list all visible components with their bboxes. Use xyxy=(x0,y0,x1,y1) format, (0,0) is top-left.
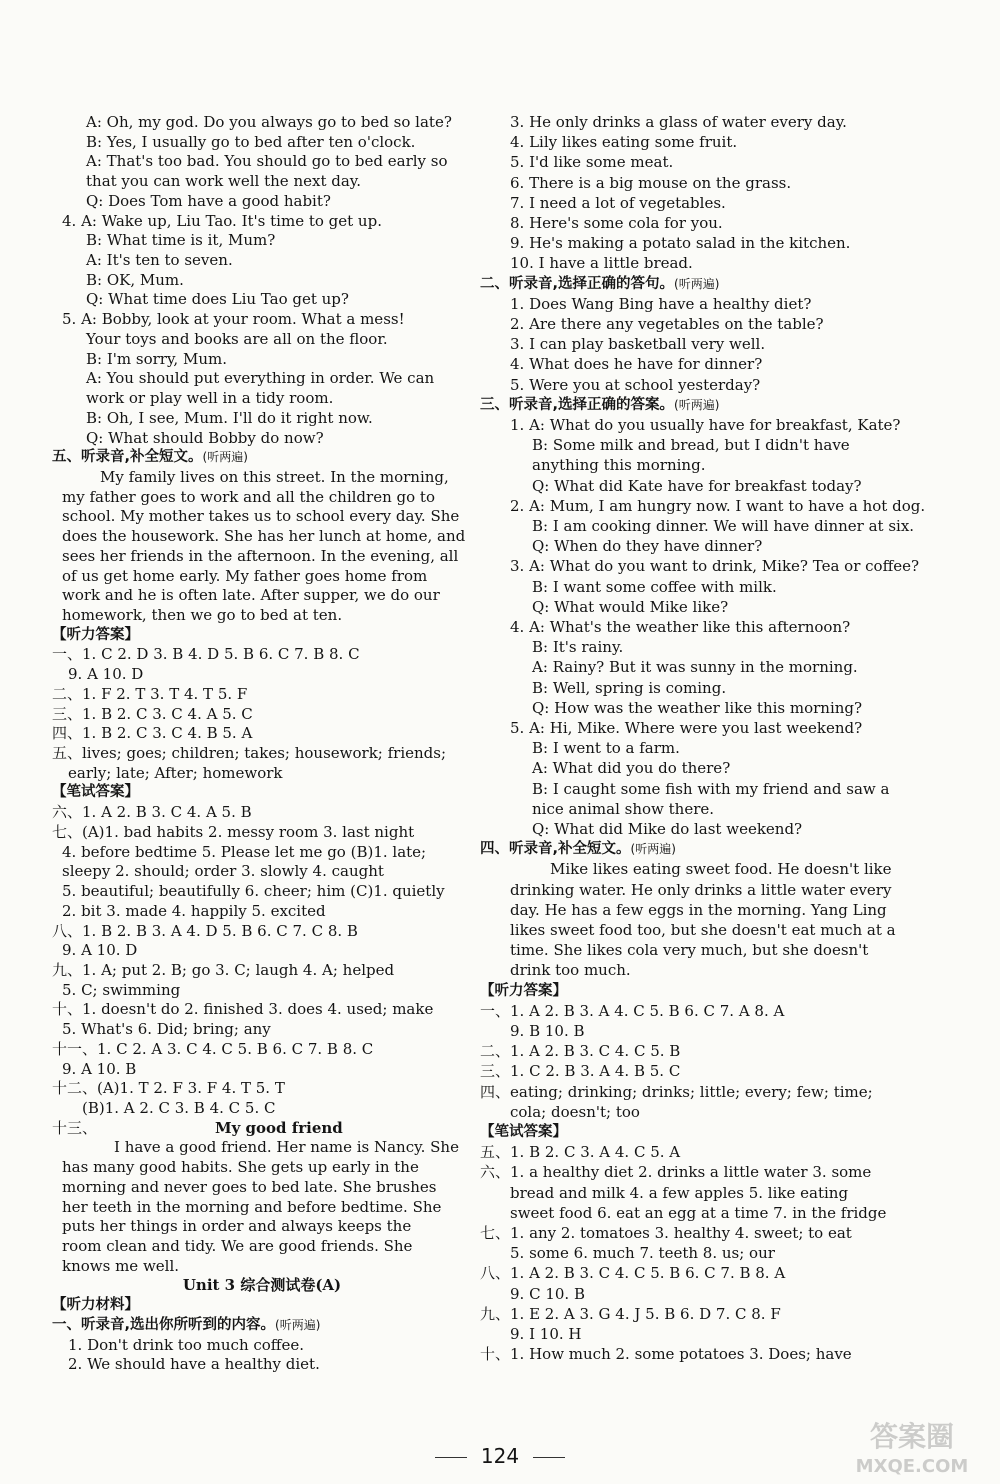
right-line xyxy=(510,1243,775,1263)
line-text: 5. some 6. much 7. teeth 8. us; our xyxy=(510,1244,775,1263)
line-text: Q: What did Mike do last weekend? xyxy=(532,820,803,838)
left-line xyxy=(86,171,361,191)
line-text: 2. We should have a healthy diet. xyxy=(68,1355,320,1374)
line-text: cola; doesn't; too xyxy=(510,1102,640,1121)
left-line xyxy=(114,1137,459,1157)
line-text: B: I went to a farm. xyxy=(532,739,680,758)
right-line xyxy=(532,536,762,556)
left-line xyxy=(62,1275,462,1295)
line-text: 六、1. A 2. B 3. C 4. A 5. B xyxy=(52,803,252,822)
line-text: 5. A: Bobby, look at your room. What a mess! xyxy=(62,310,405,329)
left-line xyxy=(86,289,349,309)
line-text: work or play well in a tidy room. xyxy=(86,389,334,408)
left-line xyxy=(86,151,448,171)
left-line xyxy=(52,921,358,941)
line-text: 9. I 10. H xyxy=(510,1325,582,1343)
right-line xyxy=(510,314,824,334)
line-text: 3. A: What do you want to drink, Mike? Tea or coffee? xyxy=(510,557,920,576)
line-text: 九、1. E 2. A 3. G 4. J 5. B 6. D 7. C 8. F xyxy=(480,1304,781,1323)
line-text: likes sweet food too, but she doesn't eat much at a xyxy=(510,921,896,939)
right-line xyxy=(510,880,891,900)
right-line xyxy=(532,455,705,475)
line-text: Q: What should Bobby do now? xyxy=(86,428,324,447)
line-text: 4. before bedtime 5. Please let me go (B)1. late; xyxy=(62,842,427,861)
right-line xyxy=(510,233,850,253)
line-text: 【听力答案】 xyxy=(480,982,567,999)
line-text: B: It's rainy. xyxy=(532,638,624,657)
line-text: 3. I can play basketball very well. xyxy=(510,335,766,354)
left-line xyxy=(52,822,414,842)
line-text: 三、1. C 2. B 3. A 4. B 5. C xyxy=(480,1062,681,1081)
right-line xyxy=(510,900,887,920)
left-line xyxy=(86,368,434,388)
line-text: bread and milk 4. a few apples 5. like eating xyxy=(510,1183,849,1202)
line-text: drink too much. xyxy=(510,961,631,980)
repeat-note: (听两遍) xyxy=(674,397,720,412)
line-text: 5. I'd like some meat. xyxy=(510,153,674,172)
right-line xyxy=(480,1223,852,1243)
line-text: B: Some milk and bread, but I didn't have xyxy=(532,436,850,455)
essay-title: My good friend xyxy=(215,1118,343,1137)
line-text: 4. A: What's the weather like this afternoon? xyxy=(510,618,851,636)
line-text: 1. A: What do you usually have for breakfast, Kate? xyxy=(510,416,901,434)
line-text: 二、听录音,选择正确的答句。 xyxy=(480,275,675,292)
right-line xyxy=(510,1324,581,1344)
line-text: B: I want some coffee with milk. xyxy=(532,577,777,596)
right-line xyxy=(510,1183,848,1203)
right-line xyxy=(532,435,850,455)
left-line xyxy=(52,743,446,763)
left-line xyxy=(86,250,233,270)
line-text: 2. A: Mum, I am hungry now. I want to have a hot dog. xyxy=(510,496,926,515)
right-line xyxy=(510,920,896,940)
right-line xyxy=(532,637,623,657)
line-text: Unit 3 综合测试卷(A) xyxy=(182,1276,342,1295)
line-text: Q: What time does Liu Tao get up? xyxy=(86,290,349,309)
left-line xyxy=(62,940,137,960)
line-text: of us get home early. My father goes home from xyxy=(62,566,428,585)
line-text: sweet food 6. eat an egg at a time 7. in the fridge xyxy=(510,1203,887,1222)
left-line xyxy=(68,664,143,684)
line-text: Q: What would Mike like? xyxy=(532,597,729,616)
right-line xyxy=(532,758,730,778)
line-text: Mike likes eating sweet food. He doesn't like xyxy=(550,860,892,879)
line-text: 四、eating; drinking; drinks; little; every; few; time; xyxy=(480,1082,873,1101)
left-line xyxy=(52,723,252,743)
left-line xyxy=(86,270,184,290)
line-text: (B)1. A 2. C 3. B 4. C 5. C xyxy=(82,1099,276,1117)
left-line xyxy=(68,1354,320,1374)
line-text: 一、听录音,选出你所听到的内容。 xyxy=(52,1316,276,1333)
line-text: B: OK, Mum. xyxy=(86,270,184,289)
line-text: B: What time is it, Mum? xyxy=(86,231,276,250)
line-text: 四、1. B 2. C 3. C 4. B 5. A xyxy=(52,724,253,743)
left-line xyxy=(52,1315,320,1335)
line-text: 【听力材料】 xyxy=(52,1297,139,1314)
line-text: sees her friends in the afternoon. In the evening, all xyxy=(62,546,459,565)
line-text: 7. I need a lot of vegetables. xyxy=(510,193,726,212)
left-line xyxy=(86,112,452,132)
dash-left xyxy=(435,1457,467,1458)
right-line xyxy=(510,940,868,960)
line-text: 9. A 10. D xyxy=(68,665,144,684)
page-number-text: 124 xyxy=(480,1444,520,1468)
right-line xyxy=(510,375,760,395)
right-line xyxy=(510,294,811,314)
left-line xyxy=(86,408,373,428)
line-text: 4. A: Wake up, Liu Tao. It's time to get up. xyxy=(62,211,382,230)
right-line xyxy=(532,779,889,799)
left-line xyxy=(52,802,252,822)
line-text: 二、1. F 2. T 3. T 4. T 5. F xyxy=(52,684,248,703)
line-text: I have a good friend. Her name is Nancy. She xyxy=(114,1138,459,1157)
line-text: B: I caught some fish with my friend and saw a xyxy=(532,779,890,798)
line-text: that you can work well the next day. xyxy=(86,172,362,191)
left-line xyxy=(86,349,227,369)
line-text: 5. Were you at school yesterday? xyxy=(510,375,761,394)
right-line xyxy=(532,799,714,819)
right-line xyxy=(480,1304,781,1324)
left-line xyxy=(68,763,283,783)
line-text: 3. He only drinks a glass of water every day. xyxy=(510,113,847,131)
left-line xyxy=(52,1039,373,1059)
line-text: Q: Does Tom have a good habit? xyxy=(86,191,331,210)
left-line xyxy=(62,901,326,921)
line-text: 5. C; swimming xyxy=(62,980,181,999)
line-text: 三、听录音,选择正确的答案。 xyxy=(480,396,675,413)
left-line xyxy=(62,605,342,625)
right-line xyxy=(532,698,862,718)
left-line xyxy=(62,1157,419,1177)
line-text: 9. C 10. B xyxy=(510,1284,585,1303)
right-line xyxy=(510,1284,585,1304)
line-text: A: What did you do there? xyxy=(532,759,731,778)
left-line xyxy=(52,1078,285,1098)
line-text: 五、听录音,补全短文。 xyxy=(52,449,203,466)
left-line xyxy=(52,1118,343,1138)
right-line xyxy=(480,1082,873,1102)
line-text: My family lives on this street. In the morning, xyxy=(100,467,449,486)
right-line xyxy=(480,981,567,1001)
right-line xyxy=(550,859,892,879)
line-text: day. He has a few eggs in the morning. Yang Ling xyxy=(510,900,887,919)
left-line xyxy=(86,428,324,448)
line-text: 8. Here's some cola for you. xyxy=(510,214,723,232)
left-line xyxy=(68,1335,304,1355)
line-text: B: Well, spring is coming. xyxy=(532,678,727,697)
line-text: 十、1. doesn't do 2. finished 3. does 4. used; make xyxy=(52,1000,434,1019)
left-line xyxy=(62,566,427,586)
left-line xyxy=(62,861,384,881)
right-line xyxy=(532,738,680,758)
line-text: 9. He's making a potato salad in the kitchen. xyxy=(510,234,851,253)
line-text: 三、1. B 2. C 3. C 4. A 5. C xyxy=(52,704,253,723)
repeat-note: (听两遍) xyxy=(630,842,676,857)
line-text: Q: What did Kate have for breakfast today? xyxy=(532,476,862,495)
line-text: B: I am cooking dinner. We will have dinner at six. xyxy=(532,517,915,535)
right-line xyxy=(532,657,858,677)
line-text: 2. Are there any vegetables on the table? xyxy=(510,315,824,333)
line-text: A: Oh, my god. Do you always go to bed so late? xyxy=(86,113,452,131)
line-text: B: Oh, I see, Mum. I'll do it right now. xyxy=(86,408,373,427)
left-line xyxy=(62,1197,441,1217)
left-line xyxy=(62,309,405,329)
line-text: Your toys and books are all on the floor. xyxy=(86,329,388,348)
left-line xyxy=(82,1098,275,1118)
line-text: 七、1. any 2. tomatoes 3. healthy 4. sweet; to eat xyxy=(480,1224,852,1242)
line-text: A: That's too bad. You should go to bed early so xyxy=(86,152,448,171)
line-text: 9. A 10. D xyxy=(62,941,138,960)
left-line xyxy=(52,1295,139,1315)
right-line xyxy=(532,516,914,536)
right-line xyxy=(510,496,925,516)
line-text: anything this morning. xyxy=(532,456,706,475)
line-text: 十一、1. C 2. A 3. C 4. C 5. B 6. C 7. B 8. C xyxy=(52,1039,374,1058)
line-text: 9. A 10. B xyxy=(62,1059,137,1078)
line-text: sleepy 2. should; order 3. slowly 4. caught xyxy=(62,862,384,881)
line-text: work and he is often late. After supper, we do our xyxy=(62,586,440,605)
right-line xyxy=(510,354,762,374)
right-line xyxy=(510,334,765,354)
right-line xyxy=(510,1203,886,1223)
right-line xyxy=(480,1162,871,1182)
left-line xyxy=(62,1216,411,1236)
line-text: 九、1. A; put 2. B; go 3. C; laugh 4. A; helped xyxy=(52,960,395,979)
line-text: 八、1. B 2. B 3. A 4. D 5. B 6. C 7. C 8. B xyxy=(52,921,358,940)
right-line xyxy=(510,617,850,637)
line-text: 5. A: Hi, Mike. Where were you last weekend? xyxy=(510,719,863,737)
right-line xyxy=(480,1263,785,1283)
line-text: Q: When do they have dinner? xyxy=(532,537,763,556)
right-line xyxy=(510,213,723,233)
left-line xyxy=(86,388,333,408)
right-line xyxy=(480,1142,680,1162)
line-text: A: Rainy? But it was sunny in the morning. xyxy=(532,658,858,677)
watermark-line1: 答案圈 xyxy=(869,1420,955,1453)
line-text: 1. Don't drink too much coffee. xyxy=(68,1335,304,1354)
right-line xyxy=(532,819,802,839)
right-line xyxy=(510,132,737,152)
line-text: 【笔试答案】 xyxy=(52,784,139,801)
line-text: early; late; After; homework xyxy=(68,763,283,782)
line-text: does the housework. She has her lunch at home, and xyxy=(62,527,466,546)
line-text: morning and never goes to bed late. She brushes xyxy=(62,1177,437,1196)
line-text: 【笔试答案】 xyxy=(480,1124,567,1140)
right-line xyxy=(532,597,728,617)
line-text: school. My mother takes us to school every day. She xyxy=(62,507,460,526)
line-text: B: I'm sorry, Mum. xyxy=(86,349,227,368)
line-text: 【听力答案】 xyxy=(52,626,139,643)
right-line xyxy=(510,415,900,435)
line-text: her teeth in the morning and before bedtime. She xyxy=(62,1197,442,1216)
left-line xyxy=(52,704,253,724)
right-line xyxy=(510,556,919,576)
left-line xyxy=(62,881,445,901)
left-line xyxy=(52,447,248,467)
left-line xyxy=(62,585,440,605)
line-text: 十三、 xyxy=(52,1118,98,1137)
left-line xyxy=(86,132,415,152)
left-line xyxy=(52,644,360,664)
line-text: 5. beautiful; beautifully 6. cheer; him (C)1. quietly xyxy=(62,882,445,901)
right-line xyxy=(510,152,673,172)
line-text: 八、1. A 2. B 3. C 4. C 5. B 6. C 7. B 8. A xyxy=(480,1264,786,1283)
line-text: nice animal show there. xyxy=(532,799,715,818)
left-line xyxy=(52,684,247,704)
line-text: A: It's ten to seven. xyxy=(86,251,233,270)
line-text: 六、1. a healthy diet 2. drinks a little water 3. some xyxy=(480,1163,872,1182)
left-line xyxy=(52,625,139,645)
right-line xyxy=(510,960,631,980)
watermark-line2: MXQE.COM xyxy=(855,1456,969,1477)
right-line xyxy=(510,193,726,213)
left-line xyxy=(62,842,426,862)
left-line xyxy=(62,1019,271,1039)
left-line xyxy=(62,526,465,546)
left-line xyxy=(62,546,458,566)
line-text: 二、1. A 2. B 3. C 4. C 5. B xyxy=(480,1042,681,1061)
left-line xyxy=(86,191,331,211)
right-line xyxy=(480,395,719,415)
line-text: 4. What does he have for dinner? xyxy=(510,355,763,374)
repeat-note: (听两遍) xyxy=(674,276,720,291)
left-line xyxy=(86,329,388,349)
right-line xyxy=(510,1021,585,1041)
line-text: 4. Lily likes eating some fruit. xyxy=(510,133,738,152)
left-line xyxy=(62,980,180,1000)
left-line xyxy=(62,1236,412,1256)
line-text: 9. B 10. B xyxy=(510,1022,585,1040)
dash-right xyxy=(533,1457,565,1458)
right-line xyxy=(532,577,777,597)
left-line xyxy=(62,1256,179,1276)
line-text: 四、听录音,补全短文。 xyxy=(480,841,631,858)
right-line xyxy=(480,1001,784,1021)
repeat-note: (听两遍) xyxy=(275,1317,321,1332)
line-text: puts her things in order and always keeps the xyxy=(62,1217,412,1236)
line-text: room clean and tidy. We are good friends. She xyxy=(62,1237,413,1256)
left-line xyxy=(62,1059,136,1079)
line-text: time. She likes cola very much, but she doesn't xyxy=(510,941,869,960)
right-line xyxy=(510,112,847,132)
left-line xyxy=(52,999,433,1019)
line-text: Q: How was the weather like this morning? xyxy=(532,698,863,717)
left-line xyxy=(62,487,435,507)
line-text: 5. What's 6. Did; bring; any xyxy=(62,1020,271,1039)
line-text: 一、1. C 2. D 3. B 4. D 5. B 6. C 7. B 8. C xyxy=(52,645,360,664)
watermark-logo xyxy=(832,1416,992,1478)
left-line xyxy=(52,960,394,980)
line-text: 十二、(A)1. T 2. F 3. F 4. T 5. T xyxy=(52,1079,285,1098)
line-text: knows me well. xyxy=(62,1256,180,1275)
left-line xyxy=(62,1177,437,1197)
line-text: 1. Does Wang Bing have a healthy diet? xyxy=(510,294,812,313)
right-line xyxy=(480,1041,680,1061)
line-text: my father goes to work and all the children go to xyxy=(62,487,435,506)
right-line xyxy=(510,1102,640,1122)
line-text: 6. There is a big mouse on the grass. xyxy=(510,173,792,192)
right-line xyxy=(510,253,693,273)
right-line xyxy=(480,1061,680,1081)
line-text: 五、lives; goes; children; takes; housework; friends; xyxy=(52,744,447,763)
right-line xyxy=(510,173,791,193)
line-text: A: You should put everything in order. We can xyxy=(86,369,435,388)
left-line xyxy=(52,782,139,802)
right-line xyxy=(510,718,862,738)
line-text: 一、1. A 2. B 3. A 4. C 5. B 6. C 7. A 8. A xyxy=(480,1001,785,1020)
right-line xyxy=(532,678,726,698)
left-line xyxy=(100,467,449,487)
line-text: 2. bit 3. made 4. happily 5. excited xyxy=(62,901,326,920)
line-text: 十、1. How much 2. some potatoes 3. Does; have xyxy=(480,1345,852,1364)
right-line xyxy=(480,1344,852,1364)
line-text: has many good habits. She gets up early in the xyxy=(62,1158,419,1177)
line-text: drinking water. He only drinks a little water every xyxy=(510,880,892,899)
right-line xyxy=(532,476,862,496)
right-line xyxy=(480,1122,567,1142)
right-line xyxy=(480,274,719,294)
line-text: 10. I have a little bread. xyxy=(510,254,693,273)
left-line xyxy=(86,230,275,250)
line-text: homework, then we go to bed at ten. xyxy=(62,606,343,624)
line-text: 五、1. B 2. C 3. A 4. C 5. A xyxy=(480,1143,681,1162)
right-line xyxy=(480,839,676,859)
left-line xyxy=(62,211,382,231)
line-text: 七、(A)1. bad habits 2. messy room 3. last night xyxy=(52,822,415,841)
repeat-note: (听两遍) xyxy=(202,450,248,465)
left-line xyxy=(62,506,459,526)
line-text: B: Yes, I usually go to bed after ten o'clock. xyxy=(86,132,416,151)
